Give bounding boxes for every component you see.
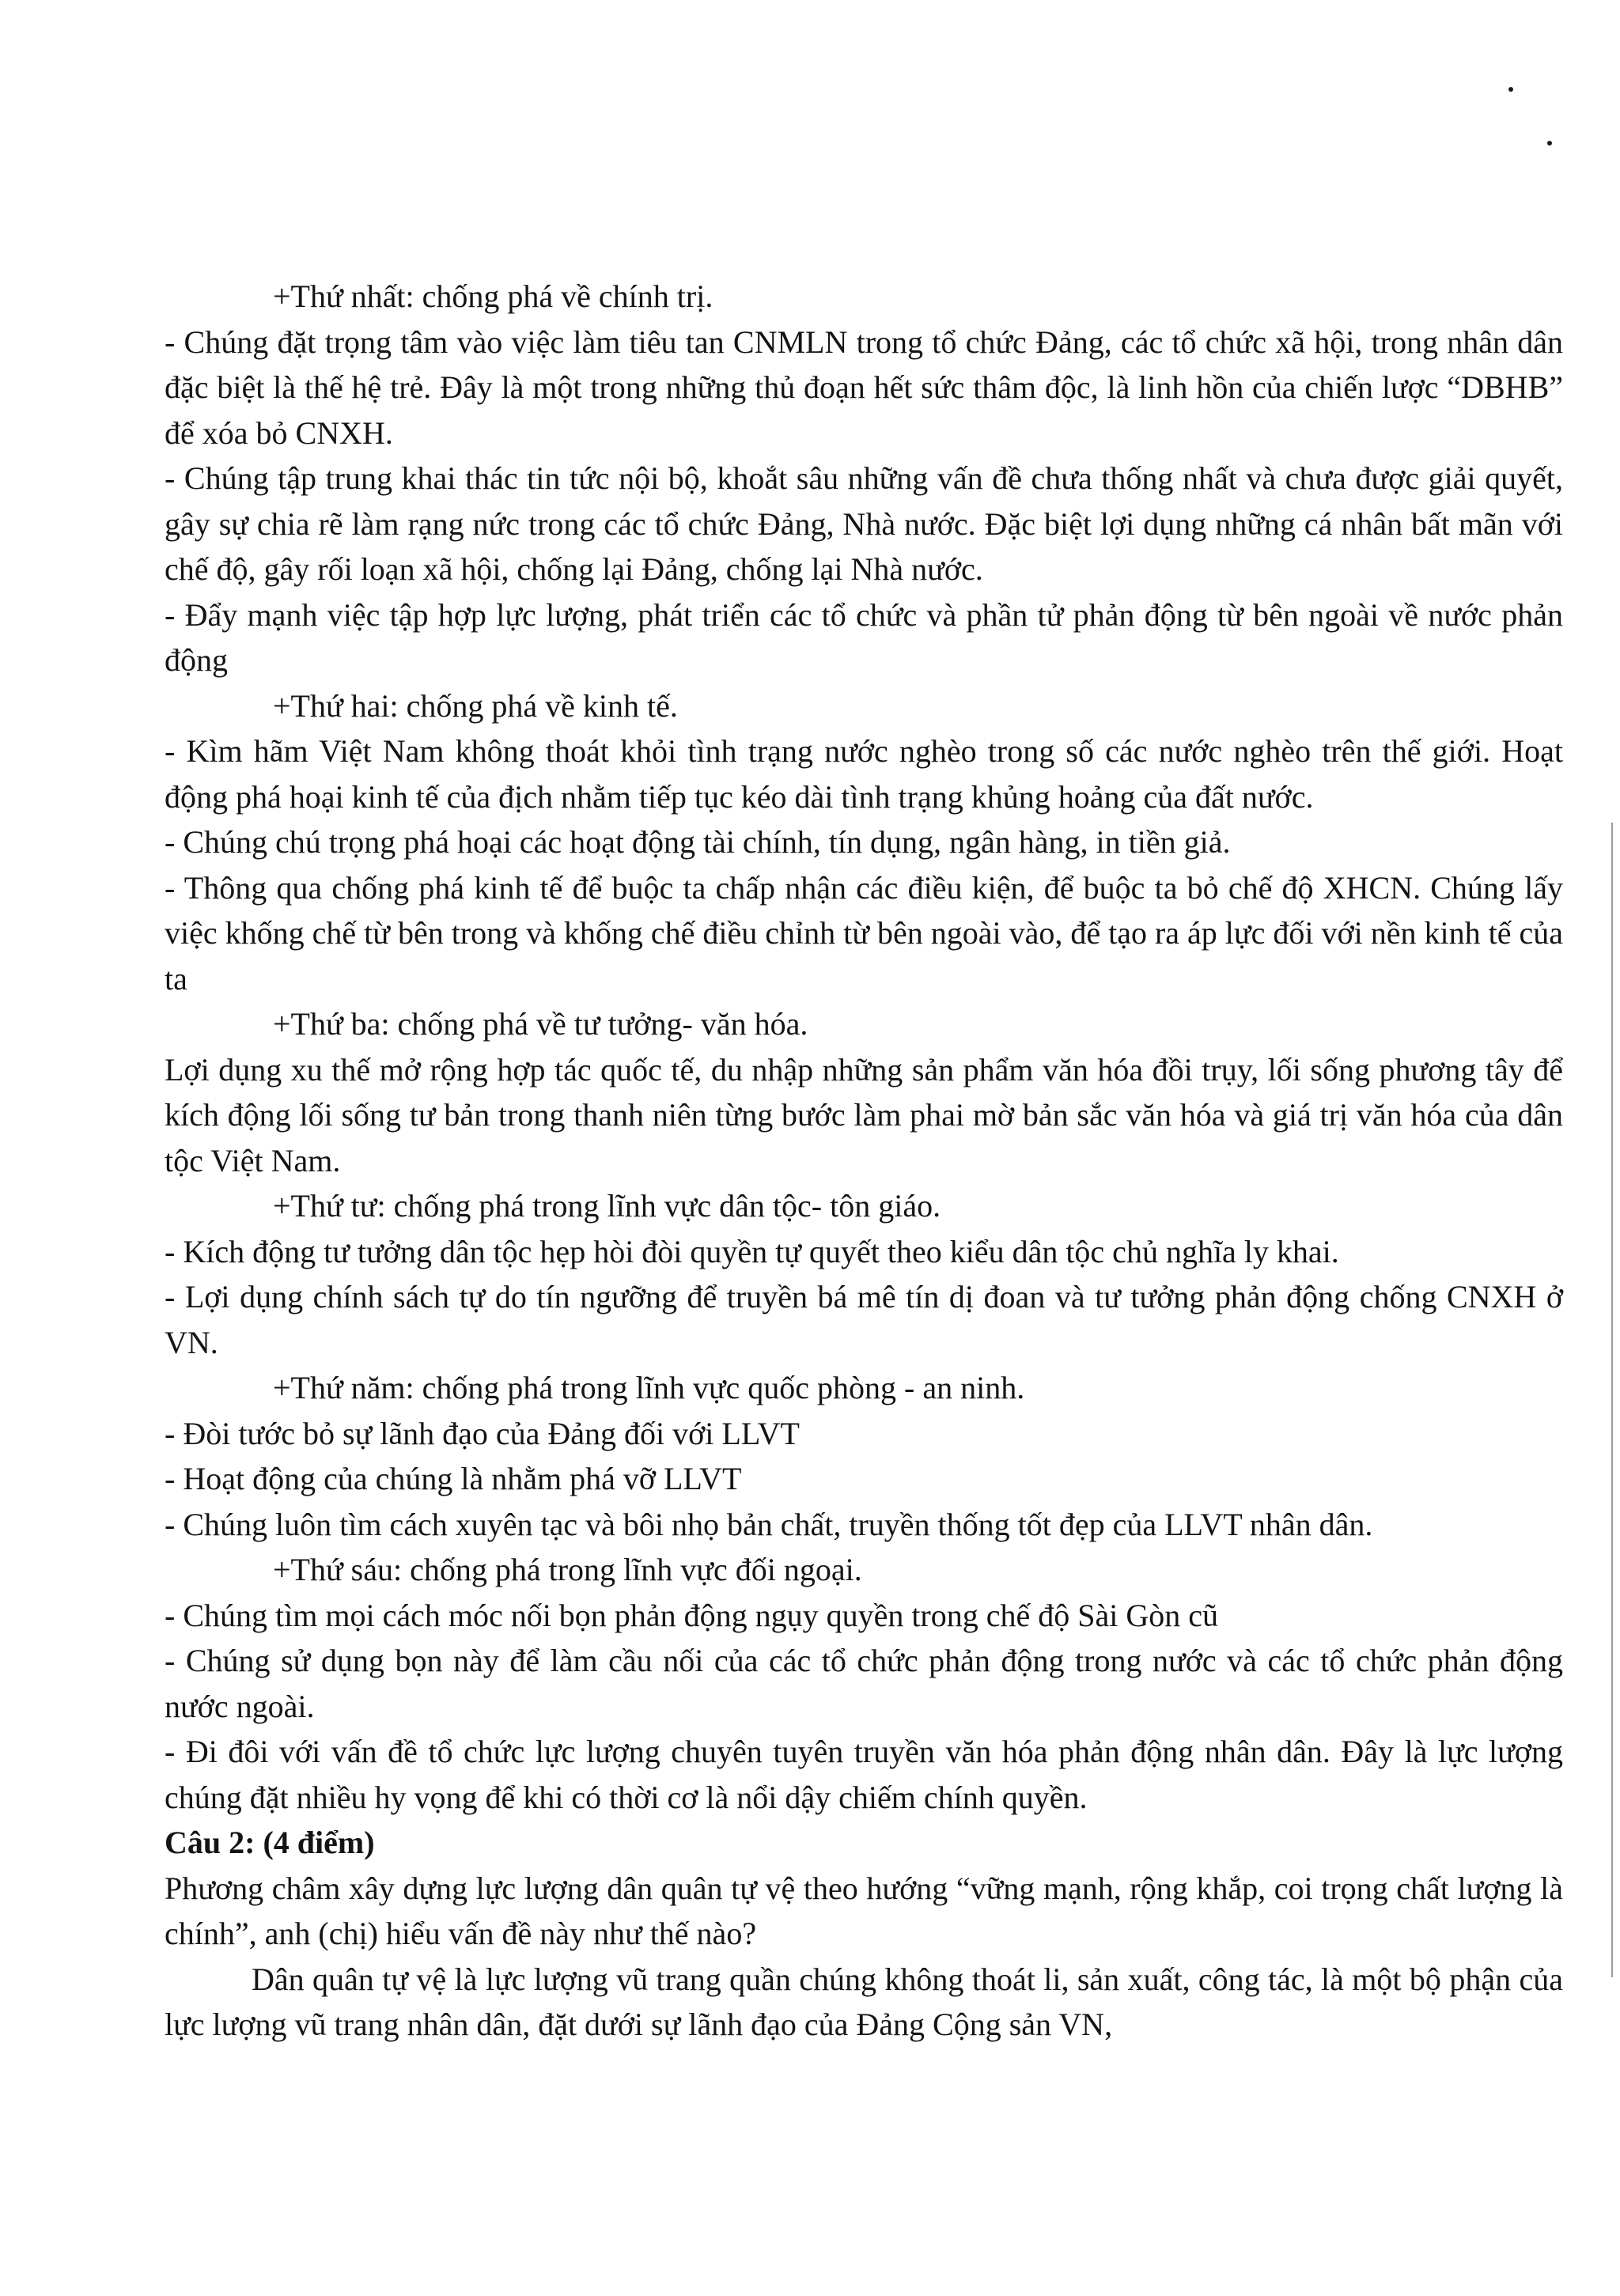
paragraph: - Chúng đặt trọng tâm vào việc làm tiêu tan CNMLN trong tổ chức Đảng, các tổ chức xã hội, trong nhân dân đặc biệt là thế hệ trẻ. Đây là một trong những thủ đoạn hết sức thâm độc, là linh hồn của chiến lược “DBHB” để xóa bỏ CNXH.: [165, 323, 1563, 451]
paragraph: Phương châm xây dựng lực lượng dân quân tự vệ theo hướng “vững mạnh, rộng khắp, coi trọng chất lượng là chính”, anh (chị) hiểu vấn đề này như thế nào?: [165, 1870, 1563, 1951]
paragraph: - Chúng sử dụng bọn này để làm cầu nối của các tổ chức phản động trong nước và các tổ chức phản động nước ngoài.: [165, 1643, 1563, 1724]
paragraph: - Chúng tập trung khai thác tin tức nội bộ, khoắt sâu những vấn đề chưa thống nhất và chưa được giải quyết, gây sự chia rẽ làm rạng nức trong các tổ chức Đảng, Nhà nước. Đặc biệt lợi dụng những cá nhân bất mãn với chế độ, gây rối loạn xã hội, chống lại Đảng, chống lại Nhà nước.: [165, 460, 1563, 587]
paragraph: - Kích động tư tưởng dân tộc hẹp hòi đòi quyền tự quyết theo kiểu dân tộc chủ nghĩa ly khai.: [165, 1233, 1339, 1269]
paragraph: - Kìm hãm Việt Nam không thoát khỏi tình trạng nước nghèo trong số các nước nghèo trên thế giới. Hoạt động phá hoại kinh tế của địch nhằm tiếp tục kéo dài tình trạng khủng hoảng của đất nước.: [165, 733, 1563, 815]
paragraph: - Đòi tước bỏ sự lãnh đạo của Đảng đối với LLVT: [165, 1415, 800, 1451]
section-heading: +Thứ năm: chống phá trong lĩnh vực quốc phòng - an ninh.: [273, 1370, 1025, 1405]
section-heading: +Thứ tư: chống phá trong lĩnh vực dân tộc- tôn giáo.: [273, 1188, 941, 1224]
document-body: [165, 274, 1563, 2048]
section-heading: +Thứ hai: chống phá về kinh tế.: [273, 687, 678, 724]
paragraph: - Lợi dụng chính sách tự do tín ngưỡng để truyền bá mê tín dị đoan và tư tưởng phản động chống CNXH ở VN.: [165, 1279, 1563, 1360]
paragraph: - Chúng luôn tìm cách xuyên tạc và bôi nhọ bản chất, truyền thống tốt đẹp của LLVT nhân dân.: [165, 1506, 1373, 1542]
paragraph: - Chúng chú trọng phá hoại các hoạt động tài chính, tín dụng, ngân hàng, in tiền giả.: [165, 824, 1231, 860]
paragraph: - Đẩy mạnh việc tập hợp lực lượng, phát triển các tổ chức và phần tử phản động từ bên ngoài về nước phản động: [165, 596, 1563, 678]
paragraph: - Thông qua chống phá kinh tế để buộc ta chấp nhận các điều kiện, để buộc ta bỏ chế độ XHCN. Chúng lấy việc khống chế từ bên trong và khống chế điều chỉnh từ bên ngoài vào, để tạo ra áp lực đối với nền kinh tế của ta: [165, 869, 1563, 997]
section-heading: +Thứ ba: chống phá về tư tưởng- văn hóa.: [273, 1006, 808, 1042]
scan-speck: [1508, 87, 1513, 92]
paragraph: Lợi dụng xu thế mở rộng hợp tác quốc tế, du nhập những sản phẩm văn hóa đồi trụy, lối sống phương tây để kích động lối sống tư bản trong thanh niên từng bước làm phai mờ bản sắc văn hóa và giá trị văn hóa của dân tộc Việt Nam.: [165, 1051, 1563, 1178]
paragraph: - Chúng tìm mọi cách móc nối bọn phản động ngụy quyền trong chế độ Sài Gòn cũ: [165, 1597, 1219, 1633]
scan-edge-line: [1611, 823, 1613, 1977]
paragraph: Dân quân tự vệ là lực lượng vũ trang quần chúng không thoát li, sản xuất, công tác, là một bộ phận của lực lượng vũ trang nhân dân, đặt dưới sự lãnh đạo của Đảng Cộng sản VN,: [165, 1961, 1563, 2042]
scan-speck: [1547, 141, 1552, 146]
paragraph: - Hoạt động của chúng là nhằm phá vỡ LLVT: [165, 1461, 742, 1496]
section-heading: +Thứ nhất: chống phá về chính trị.: [273, 278, 713, 314]
section-heading: +Thứ sáu: chống phá trong lĩnh vực đối ngoại.: [273, 1552, 862, 1587]
question-heading: Câu 2: (4 điểm): [165, 1825, 375, 1860]
paragraph: - Đi đôi với vấn đề tổ chức lực lượng chuyên tuyên truyền văn hóa phản động nhân dân. Đây là lực lượng chúng đặt nhiều hy vọng để khi có thời cơ là nổi dậy chiếm chính quyền.: [165, 1734, 1563, 1815]
